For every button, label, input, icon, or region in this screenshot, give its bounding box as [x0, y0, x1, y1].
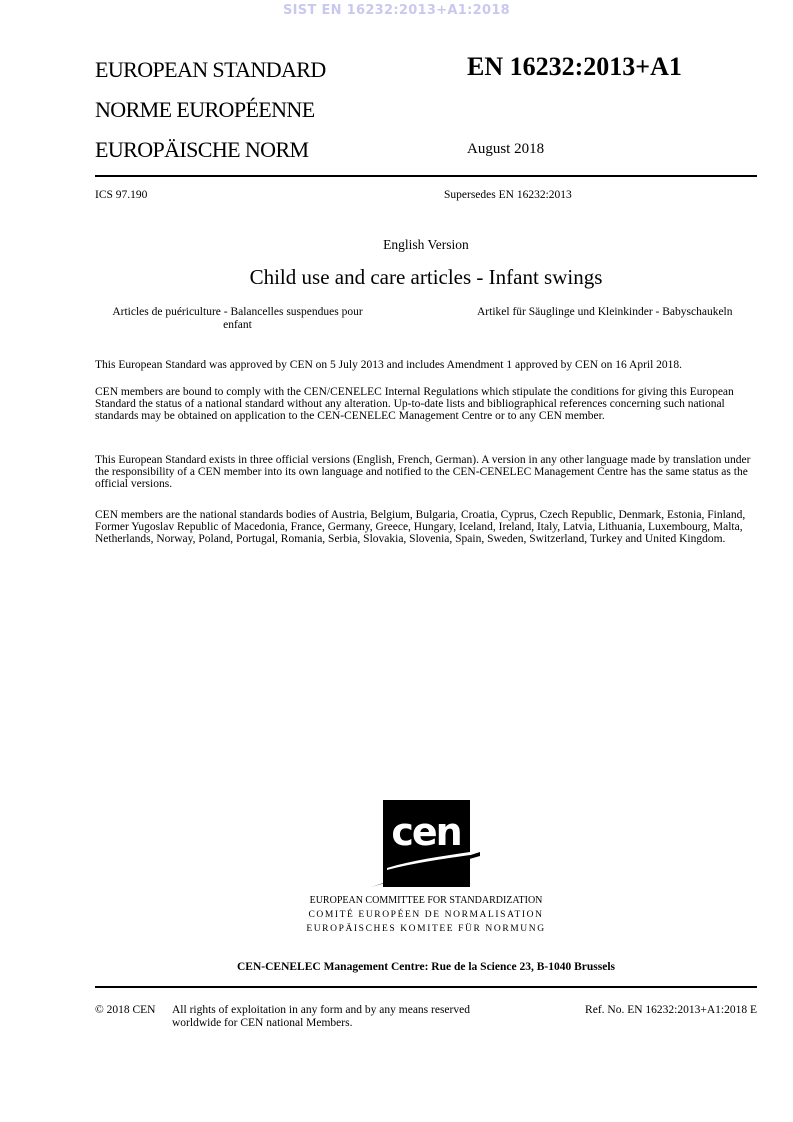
versions-paragraph: This European Standard exists in three official versions (English, French, German). A version in any other language made by translation under the responsibility of a CEN member into its own language and notified to the CEN-CENELEC Management Centre has the same status as the official versions.: [95, 454, 751, 490]
committee-name-en: EUROPEAN COMMITTEE FOR STANDARDIZATION: [309, 895, 543, 906]
standard-name-fr: NORME EUROPÉENNE: [95, 97, 315, 122]
management-centre-address: CEN-CENELEC Management Centre: Rue de la Science 23, B-1040 Brussels: [237, 961, 615, 973]
document-title: Child use and care articles - Infant swings: [249, 265, 603, 289]
ics-code: ICS 97.190: [95, 189, 148, 201]
rights-notice-line-2: worldwide for CEN national Members.: [172, 1017, 353, 1029]
standard-name-en: EUROPEAN STANDARD: [95, 57, 326, 82]
committee-name-fr: COMITÉ EUROPÉEN DE NORMALISATION: [308, 910, 544, 920]
supersedes-note: Supersedes EN 16232:2013: [444, 189, 572, 201]
committee-name-de: EUROPÄISCHES KOMITEE FÜR NORMUNG: [306, 924, 546, 934]
rights-notice-line-1: All rights of exploitation in any form and by any means reserved: [172, 1004, 470, 1016]
publication-date: August 2018: [467, 141, 545, 157]
standard-name-de: EUROPÄISCHE NORM: [95, 137, 309, 162]
title-french-line-2: enfant: [223, 319, 252, 331]
cen-logo-icon: [383, 800, 470, 887]
copyright-notice: © 2018 CEN: [95, 1004, 156, 1016]
standard-number: EN 16232:2013+A1: [467, 52, 682, 81]
rights-notice: [172, 1004, 470, 1030]
header-divider: [95, 175, 757, 177]
language-version: English Version: [383, 237, 469, 252]
watermark: SIST EN 16232:2013+A1:2018: [282, 3, 511, 18]
members-paragraph: CEN members are the national standards bodies of Austria, Belgium, Bulgaria, Croatia, Cyprus, Czech Republic, Denmark, Estonia, Finland, Former Yugoslav Republic of Macedonia, France, Germany, Greece, Hungary, Iceland, Ireland, Italy, Latvia, Lithuania, Luxembourg, Malta, Netherlands, Norway, Poland, Portugal, Romania, Serbia, Slovakia, Slovenia, Spain, Sweden, Switzerland, Turkey and United Kingdom.: [95, 509, 746, 545]
title-german: Artikel für Säuglinge und Kleinkinder - Babyschaukeln: [477, 306, 733, 318]
title-french: [95, 306, 380, 332]
approval-paragraph: This European Standard was approved by CEN on 5 July 2013 and includes Amendment 1 approved by CEN on 16 April 2018.: [95, 359, 683, 371]
footer-divider: [95, 986, 757, 988]
cen-logo-text: cen: [391, 810, 461, 854]
reference-number: Ref. No. EN 16232:2013+A1:2018 E: [585, 1004, 757, 1016]
regulations-paragraph: CEN members are bound to comply with the CEN/CENELEC Internal Regulations which stipulate the conditions for giving this European Standard the status of a national standard without any alteration. Up-to-date lists and bibliographical references concerning such national standards may be obtained on application to the CEN-CENELEC Management Centre or to any CEN member.: [95, 386, 734, 422]
title-french-line-1: Articles de puériculture - Balancelles suspendues pour: [112, 306, 363, 318]
